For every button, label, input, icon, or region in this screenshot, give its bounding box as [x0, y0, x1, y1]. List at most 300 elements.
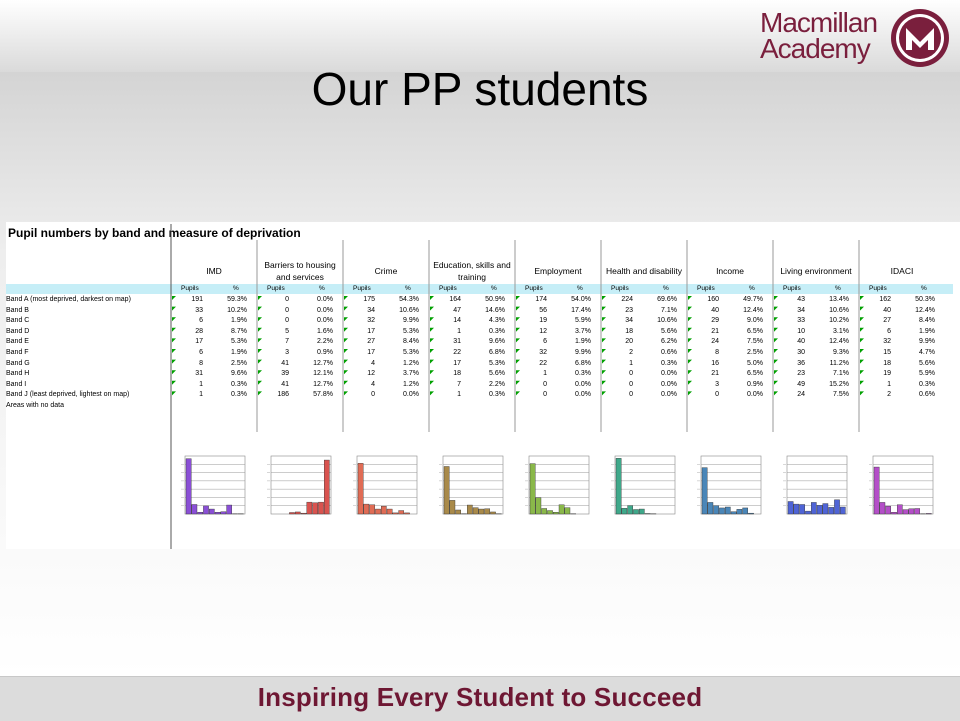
percent-cell: 0.9%: [293, 348, 333, 359]
percent-cell: 12.7%: [293, 359, 333, 370]
pupils-cell: 8: [689, 348, 719, 359]
chart-bar: [897, 505, 902, 514]
pupils-cell: 49: [775, 380, 805, 391]
percent-cell: 1.9%: [207, 316, 247, 327]
chart-bar: [714, 506, 719, 514]
percent-cell: 9.6%: [465, 337, 505, 348]
chart-bar: [324, 460, 329, 514]
percent-cell: 6.8%: [465, 348, 505, 359]
pupils-cell: 0: [259, 316, 289, 327]
pupils-cell: 56: [517, 306, 547, 317]
percent-cell: 0.3%: [465, 327, 505, 338]
chart-bar: [834, 500, 839, 514]
pupils-cell: 4: [345, 359, 375, 370]
pupils-cell: 23: [775, 369, 805, 380]
pupils-cell: 160: [689, 295, 719, 306]
chart-bar: [794, 504, 799, 514]
pupils-cell: 22: [431, 348, 461, 359]
percent-cell: 1.2%: [379, 359, 419, 370]
chart-bar: [301, 513, 306, 514]
percent-cell: 5.3%: [207, 337, 247, 348]
pupils-cell: 17: [173, 337, 203, 348]
chart-bar: [725, 507, 730, 514]
percent-cell: 0.0%: [637, 390, 677, 401]
percent-cell: 0.9%: [723, 380, 763, 391]
chart-bar: [880, 502, 885, 514]
pupils-cell: 40: [775, 337, 805, 348]
pupils-cell: 21: [689, 369, 719, 380]
percent-cell: 0.0%: [379, 390, 419, 401]
percent-subheading: %: [233, 284, 239, 294]
pupils-cell: 19: [517, 316, 547, 327]
chart-bar: [295, 512, 300, 514]
chart-bar: [536, 498, 541, 514]
pupils-cell: 0: [603, 369, 633, 380]
band-label: Band I: [6, 380, 170, 391]
percent-cell: 54.0%: [551, 295, 591, 306]
percent-cell: 5.9%: [551, 316, 591, 327]
pupils-cell: 6: [173, 316, 203, 327]
chart-bar: [450, 500, 455, 514]
pupils-subheading: Pupils: [783, 284, 801, 294]
percent-cell: 12.4%: [895, 306, 935, 317]
percent-cell: 5.3%: [465, 359, 505, 370]
pupils-cell: 0: [259, 306, 289, 317]
pupils-cell: 164: [431, 295, 461, 306]
percent-cell: 7.5%: [809, 390, 849, 401]
percent-subheading: %: [491, 284, 497, 294]
pupils-cell: 1: [173, 390, 203, 401]
chart-bar: [215, 512, 220, 514]
percent-cell: 9.9%: [551, 348, 591, 359]
chart-bar: [719, 508, 724, 514]
pupils-cell: 0: [517, 380, 547, 391]
pupils-cell: 3: [689, 380, 719, 391]
pupils-cell: 175: [345, 295, 375, 306]
chart-bar: [186, 459, 191, 514]
pupils-cell: 12: [517, 327, 547, 338]
pupils-cell: 8: [173, 359, 203, 370]
percent-cell: 10.2%: [207, 306, 247, 317]
pupils-cell: 24: [689, 337, 719, 348]
chart-bar: [748, 513, 753, 514]
band-label: Band C: [6, 316, 170, 327]
pupils-cell: 40: [689, 306, 719, 317]
percent-cell: 0.3%: [465, 390, 505, 401]
chart-bar: [737, 509, 742, 514]
pupils-cell: 34: [345, 306, 375, 317]
percent-cell: 10.6%: [637, 316, 677, 327]
pupils-cell: 0: [259, 295, 289, 306]
percent-cell: 50.3%: [895, 295, 935, 306]
percent-subheading: %: [577, 284, 583, 294]
pupils-cell: 0: [517, 390, 547, 401]
pupils-cell: 33: [775, 316, 805, 327]
pupils-cell: 31: [431, 337, 461, 348]
percent-cell: 7.1%: [637, 306, 677, 317]
chart-bar: [823, 504, 828, 514]
chart-bar: [381, 506, 386, 514]
measure-heading: Crime: [343, 258, 429, 284]
band-label: Band J (least deprived, lightest on map): [6, 390, 170, 401]
band-label: Band D: [6, 327, 170, 338]
pupils-subheading: Pupils: [353, 284, 371, 294]
pupils-cell: 3: [259, 348, 289, 359]
percent-cell: 0.0%: [723, 390, 763, 401]
measure-heading: Education, skills and training: [429, 258, 515, 284]
pupils-cell: 14: [431, 316, 461, 327]
percent-cell: 8.4%: [379, 337, 419, 348]
measure-heading: Employment: [515, 258, 601, 284]
percent-cell: 1.9%: [895, 327, 935, 338]
pupils-cell: 0: [689, 390, 719, 401]
percent-cell: 5.6%: [637, 327, 677, 338]
mini-bar-chart: [263, 454, 333, 518]
percent-cell: 50.9%: [465, 295, 505, 306]
chart-bar: [926, 513, 931, 514]
chart-bar: [358, 463, 363, 514]
chart-bar: [840, 507, 845, 514]
pupils-subheading: Pupils: [181, 284, 199, 294]
chart-bar: [404, 513, 409, 514]
percent-cell: 0.0%: [551, 380, 591, 391]
band-label: Band H: [6, 369, 170, 380]
percent-cell: 5.3%: [379, 327, 419, 338]
band-label: Band B: [6, 306, 170, 317]
pupils-cell: 1: [603, 359, 633, 370]
chart-bar: [731, 512, 736, 514]
chart-bar: [891, 512, 896, 514]
percent-cell: 69.6%: [637, 295, 677, 306]
pupils-cell: 34: [603, 316, 633, 327]
pupils-subheading: Pupils: [439, 284, 457, 294]
percent-cell: 12.4%: [723, 306, 763, 317]
pupils-cell: 27: [861, 316, 891, 327]
chart-bar: [708, 502, 713, 514]
percent-cell: 0.6%: [637, 348, 677, 359]
chart-bar: [456, 510, 461, 514]
chart-bar: [817, 505, 822, 514]
percent-cell: 4.3%: [465, 316, 505, 327]
chart-bar: [788, 501, 793, 514]
measure-heading: Barriers to housing and services: [257, 258, 343, 284]
percent-subheading: %: [405, 284, 411, 294]
chart-bar: [375, 509, 380, 514]
percent-cell: 3.7%: [551, 327, 591, 338]
chart-bar: [702, 468, 707, 514]
slide-title: Our PP students: [0, 62, 960, 116]
chart-bar: [565, 508, 570, 514]
percent-cell: 57.8%: [293, 390, 333, 401]
percent-cell: 9.3%: [809, 348, 849, 359]
percent-cell: 5.9%: [895, 369, 935, 380]
chart-bar: [473, 508, 478, 514]
chart-bar: [633, 510, 638, 514]
percent-cell: 5.6%: [895, 359, 935, 370]
band-label: Band E: [6, 337, 170, 348]
chart-bar: [628, 506, 633, 514]
mini-bar-chart: [779, 454, 849, 518]
table-title: Pupil numbers by band and measure of deprivation: [8, 226, 301, 240]
pupils-cell: 174: [517, 295, 547, 306]
chart-bar: [318, 502, 323, 514]
pupils-cell: 6: [173, 348, 203, 359]
chart-bar: [886, 506, 891, 514]
footer-band: [0, 676, 960, 721]
no-data-label: Areas with no data: [6, 401, 170, 412]
logo-line-2: Academy: [760, 36, 884, 62]
chart-bar: [639, 509, 644, 514]
percent-cell: 15.2%: [809, 380, 849, 391]
pupils-cell: 7: [431, 380, 461, 391]
mini-bar-chart: [693, 454, 763, 518]
pupils-cell: 31: [173, 369, 203, 380]
percent-cell: 8.4%: [895, 316, 935, 327]
percent-cell: 17.4%: [551, 306, 591, 317]
pupils-cell: 1: [431, 327, 461, 338]
chart-bar: [485, 509, 490, 514]
pupils-cell: 6: [861, 327, 891, 338]
chart-bar: [393, 513, 398, 514]
chart-bar: [198, 512, 203, 514]
chart-bar: [903, 510, 908, 514]
pupils-cell: 32: [861, 337, 891, 348]
percent-cell: 1.9%: [551, 337, 591, 348]
pupils-cell: 18: [861, 359, 891, 370]
chart-bar: [547, 511, 552, 514]
percent-subheading: %: [319, 284, 325, 294]
percent-cell: 2.5%: [723, 348, 763, 359]
percent-cell: 0.6%: [895, 390, 935, 401]
pupils-cell: 2: [861, 390, 891, 401]
percent-cell: 2.5%: [207, 359, 247, 370]
percent-cell: 10.6%: [809, 306, 849, 317]
pupils-cell: 12: [345, 369, 375, 380]
pupils-cell: 36: [775, 359, 805, 370]
chart-bar: [209, 509, 214, 514]
chart-bar: [307, 502, 312, 514]
mini-bar-chart: [349, 454, 419, 518]
measure-heading: Living environment: [773, 258, 859, 284]
pupils-cell: 29: [689, 316, 719, 327]
percent-subheading: %: [835, 284, 841, 294]
chart-plot-area: [615, 456, 675, 514]
measure-heading: IDACI: [859, 258, 945, 284]
pupils-cell: 20: [603, 337, 633, 348]
percent-cell: 9.0%: [723, 316, 763, 327]
footer-slogan: Inspiring Every Student to Succeed: [0, 682, 960, 713]
pupils-cell: 0: [345, 390, 375, 401]
chart-bar: [370, 505, 375, 514]
percent-cell: 8.7%: [207, 327, 247, 338]
percent-cell: 0.0%: [637, 380, 677, 391]
percent-cell: 0.3%: [207, 390, 247, 401]
subheader-strip: [6, 284, 953, 294]
percent-cell: 0.0%: [293, 316, 333, 327]
percent-cell: 5.0%: [723, 359, 763, 370]
pupils-cell: 40: [861, 306, 891, 317]
measure-heading: Income: [687, 258, 773, 284]
pupils-cell: 17: [431, 359, 461, 370]
pupils-cell: 186: [259, 390, 289, 401]
chart-bar: [874, 467, 879, 514]
pupils-cell: 162: [861, 295, 891, 306]
percent-cell: 0.3%: [551, 369, 591, 380]
percent-cell: 12.1%: [293, 369, 333, 380]
percent-cell: 7.1%: [809, 369, 849, 380]
chart-bar: [313, 503, 318, 514]
percent-cell: 0.3%: [637, 359, 677, 370]
percent-cell: 11.2%: [809, 359, 849, 370]
pupils-cell: 7: [259, 337, 289, 348]
percent-subheading: %: [921, 284, 927, 294]
pupils-cell: 0: [603, 380, 633, 391]
pupils-cell: 39: [259, 369, 289, 380]
pupils-cell: 18: [603, 327, 633, 338]
percent-cell: 6.2%: [637, 337, 677, 348]
chart-bar: [387, 509, 392, 514]
percent-cell: 0.3%: [895, 380, 935, 391]
percent-subheading: %: [663, 284, 669, 294]
pupils-subheading: Pupils: [267, 284, 285, 294]
mini-bar-chart: [607, 454, 677, 518]
pupils-cell: 43: [775, 295, 805, 306]
percent-cell: 49.7%: [723, 295, 763, 306]
mini-bar-chart: [177, 454, 247, 518]
percent-cell: 14.6%: [465, 306, 505, 317]
percent-cell: 54.3%: [379, 295, 419, 306]
pupils-cell: 33: [173, 306, 203, 317]
band-label: Band G: [6, 359, 170, 370]
percent-cell: 10.2%: [809, 316, 849, 327]
chart-bar: [743, 508, 748, 514]
chart-bar: [559, 505, 564, 514]
percent-cell: 10.6%: [379, 306, 419, 317]
chart-bar: [800, 504, 805, 514]
percent-cell: 6.5%: [723, 327, 763, 338]
chart-bar: [542, 508, 547, 514]
pupils-cell: 18: [431, 369, 461, 380]
mini-bar-chart: [521, 454, 591, 518]
percent-cell: 2.2%: [465, 380, 505, 391]
mini-bar-chart: [865, 454, 935, 518]
measure-heading: Health and disability: [601, 258, 687, 284]
pupils-cell: 30: [775, 348, 805, 359]
pupils-cell: 32: [345, 316, 375, 327]
pupils-subheading: Pupils: [525, 284, 543, 294]
pupils-cell: 32: [517, 348, 547, 359]
measure-heading: IMD: [171, 258, 257, 284]
band-label: Band A (most deprived, darkest on map): [6, 295, 170, 306]
pupils-cell: 15: [861, 348, 891, 359]
chart-bar: [467, 505, 472, 514]
percent-cell: 2.2%: [293, 337, 333, 348]
pupils-cell: 17: [345, 348, 375, 359]
chart-bar: [289, 513, 294, 514]
chart-bar: [203, 506, 208, 514]
percent-cell: 0.0%: [293, 306, 333, 317]
chart-bar: [364, 504, 369, 514]
pupils-cell: 224: [603, 295, 633, 306]
chart-bar: [915, 508, 920, 514]
percent-cell: 7.5%: [723, 337, 763, 348]
chart-bar: [444, 466, 449, 514]
percent-cell: 0.0%: [551, 390, 591, 401]
chart-bar: [616, 458, 621, 514]
chart-bar: [399, 511, 404, 514]
academy-logo-icon: [888, 6, 952, 70]
logo-line-1: Macmillan: [760, 10, 884, 36]
pupils-cell: 47: [431, 306, 461, 317]
pupils-cell: 1: [861, 380, 891, 391]
chart-bar: [622, 508, 627, 514]
percent-cell: 5.3%: [379, 348, 419, 359]
pupils-cell: 16: [689, 359, 719, 370]
pupils-cell: 41: [259, 380, 289, 391]
percent-cell: 13.4%: [809, 295, 849, 306]
pupils-subheading: Pupils: [869, 284, 887, 294]
pupils-cell: 17: [345, 327, 375, 338]
pupils-cell: 1: [431, 390, 461, 401]
percent-cell: 12.4%: [809, 337, 849, 348]
percent-cell: 0.3%: [207, 380, 247, 391]
pupils-cell: 4: [345, 380, 375, 391]
percent-cell: 4.7%: [895, 348, 935, 359]
percent-cell: 6.5%: [723, 369, 763, 380]
pupils-cell: 10: [775, 327, 805, 338]
pupils-subheading: Pupils: [697, 284, 715, 294]
pupils-cell: 1: [517, 369, 547, 380]
pupils-cell: 41: [259, 359, 289, 370]
percent-cell: 1.6%: [293, 327, 333, 338]
mini-bar-chart: [435, 454, 505, 518]
logo-wordmark: [760, 10, 884, 62]
percent-cell: 9.6%: [207, 369, 247, 380]
pupils-cell: 21: [689, 327, 719, 338]
percent-subheading: %: [749, 284, 755, 294]
chart-bar: [829, 507, 834, 514]
percent-cell: 1.2%: [379, 380, 419, 391]
pupils-cell: 2: [603, 348, 633, 359]
chart-bar: [909, 509, 914, 514]
pupils-cell: 6: [517, 337, 547, 348]
percent-cell: 1.9%: [207, 348, 247, 359]
percent-cell: 9.9%: [895, 337, 935, 348]
chart-bar: [490, 512, 495, 514]
percent-cell: 59.3%: [207, 295, 247, 306]
pupils-cell: 27: [345, 337, 375, 348]
pupils-cell: 191: [173, 295, 203, 306]
percent-cell: 6.8%: [551, 359, 591, 370]
band-label: Band F: [6, 348, 170, 359]
percent-cell: 0.0%: [293, 295, 333, 306]
chart-bar: [553, 512, 558, 514]
deprivation-table-image: [6, 222, 960, 549]
percent-cell: 0.0%: [637, 369, 677, 380]
chart-bar: [805, 511, 810, 514]
pupils-subheading: Pupils: [611, 284, 629, 294]
percent-cell: 9.9%: [379, 316, 419, 327]
chart-bar: [530, 464, 535, 514]
pupils-cell: 34: [775, 306, 805, 317]
pupils-cell: 28: [173, 327, 203, 338]
chart-bar: [227, 505, 232, 514]
chart-bar: [811, 502, 816, 514]
pupils-cell: 1: [173, 380, 203, 391]
pupils-cell: 19: [861, 369, 891, 380]
pupils-cell: 0: [603, 390, 633, 401]
chart-bar: [479, 509, 484, 514]
